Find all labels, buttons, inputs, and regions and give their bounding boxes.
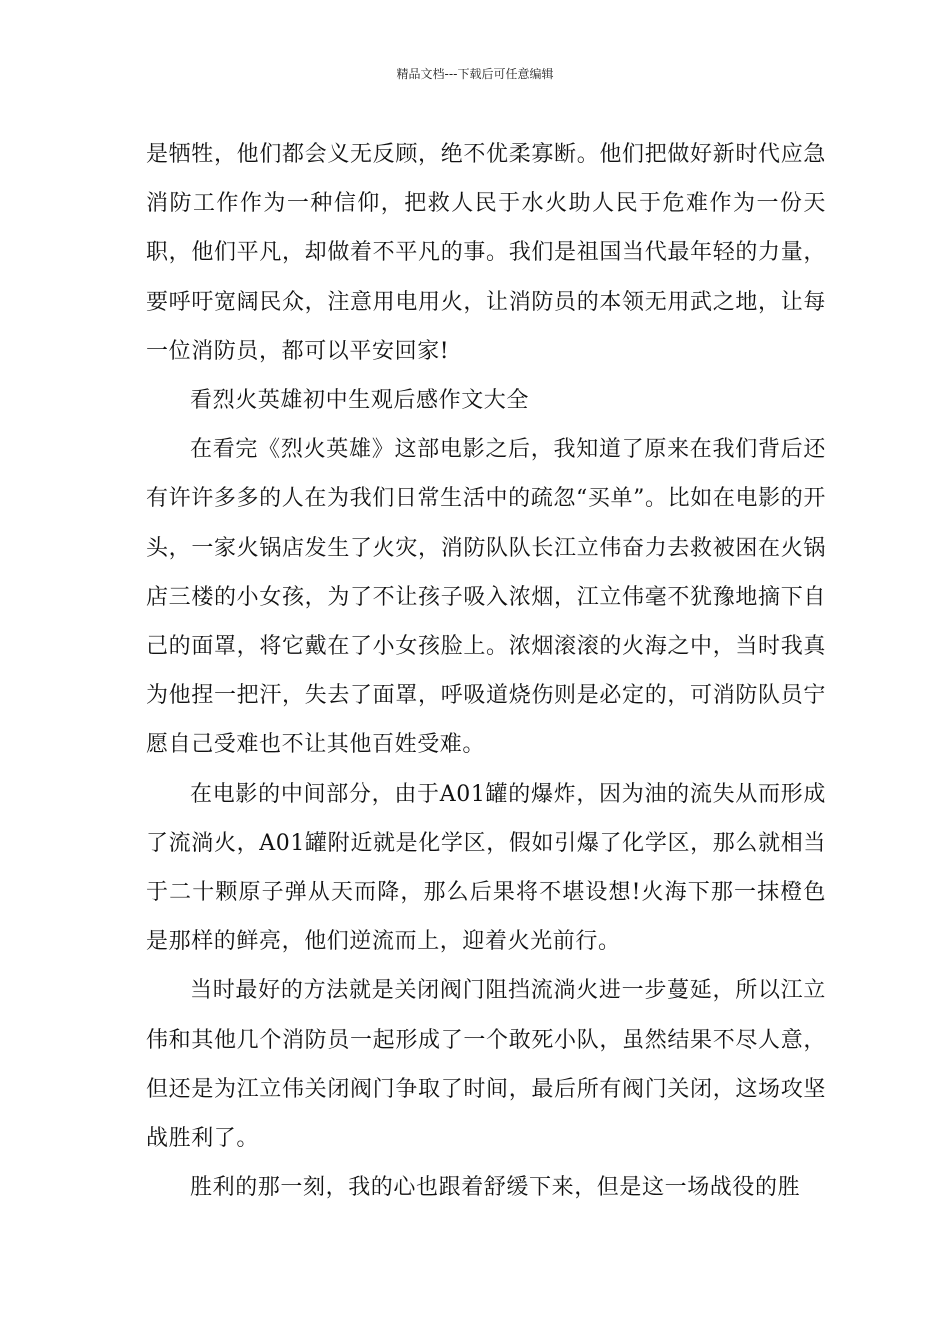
section-title: 看烈火英雄初中生观后感作文大全	[190, 388, 530, 414]
paragraph-continuation: 是牺牲，他们都会义无反顾，绝不优柔寡断。他们把做好新时代应急消防工作作为一种信仰，把救人民于水火助人民于危难作为一份天职，他们平凡，却做着不平凡的事。我们是祖国当代最年轻的力量，要呼吁宽阔民众，注意用电用火，让消防员的本领无用武之地，让每一位消防员，都可以平安回家!	[146, 142, 826, 364]
document-body	[146, 130, 826, 1212]
paragraph: 在看完《烈火英雄》这部电影之后，我知道了原来在我们背后还有许许多多的人在为我们日常生活中的疏忽“买单”。比如在电影的开头，一家火锅店发生了火灾，消防队队长江立伟奋力去救被困在火锅店三楼的小女孩，为了不让孩子吸入浓烟，江立伟毫不犹豫地摘下自己的面罩，将它戴在了小女孩脸上。浓烟滚滚的火海之中，当时我真为他捏一把汗，失去了面罩，呼吸道烧伤则是必定的，可消防队员宁愿自己受难也不让其他百姓受难。	[146, 437, 826, 758]
page-header: 精品文档---下载后可任意编辑	[396, 67, 554, 81]
paragraph: 当时最好的方法就是关闭阀门阻挡流淌火进一步蔓延，所以江立伟和其他几个消防员一起形成了一个敢死小队，虽然结果不尽人意，但还是为江立伟关闭阀门争取了时间，最后所有阀门关闭，这场攻坚战胜利了。	[146, 978, 826, 1152]
paragraph: 胜利的那一刻，我的心也跟着舒缓下来，但是这一场战役的胜	[190, 1175, 801, 1201]
paragraph: 在电影的中间部分，由于A01罐的爆炸，因为油的流失从而形成了流淌火，A01罐附近就是化学区，假如引爆了化学区，那么就相当于二十颗原子弹从天而降，那么后果将不堪设想!火海下那一抹橙色是那样的鲜亮，他们逆流而上，迎着火光前行。	[146, 781, 826, 955]
